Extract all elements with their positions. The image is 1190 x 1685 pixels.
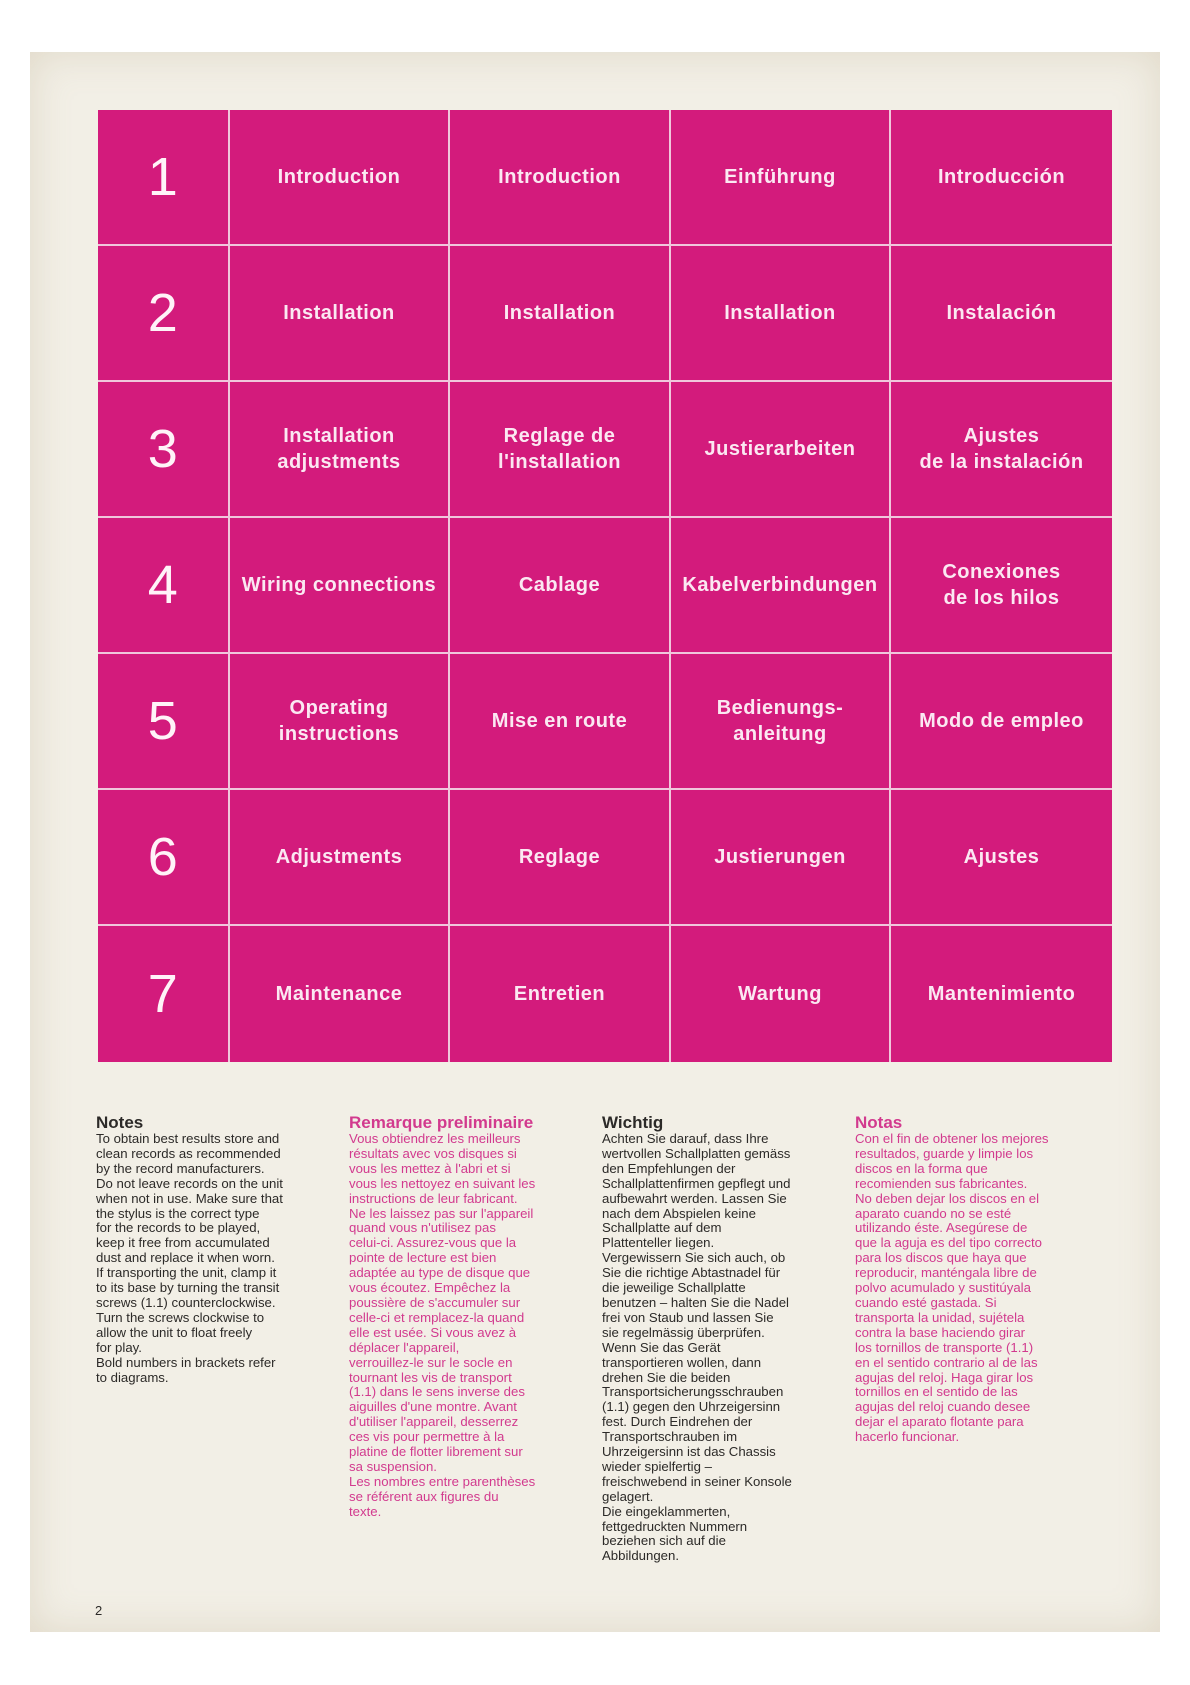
section-title-en: Wiring connections [230,518,450,654]
section-title-es: Ajustes de la instalación [891,382,1112,518]
section-title-de: Bedienungs- anleitung [671,654,891,790]
notes-french [349,1113,589,1520]
contents-grid [98,110,1112,1062]
notes-body: Achten Sie darauf, dass Ihre wertvollen Schallplatten gemäss den Empfehlungen der Schallplattenfirmen gepflegt und aufbewahrt werden. Lassen Sie nach dem Abspielen keine Schallplatte auf dem Plattenteller liegen. Vergewissern Sie sich auch, ob Sie die richtige Abtastnadel für die jeweilige Schallplatte benutzen – halten Sie die Nadel frei von Staub und lassen Sie sie regelmässig überprüfen. Wenn Sie das Gerät transportieren wollen, dann drehen Sie die beiden Transportsicherungsschrauben (1.1) gegen den Uhrzeigersinn fest. Durch Eindrehen der Transportschrauben im Uhrzeigersinn ist das Chassis wieder spielfertig – freischwebend in seiner Konsole gelagert. Die eingeklammerten, fettgedruckten Nummern beziehen sich auf die Abbildungen. [602,1131,792,1564]
page-number: 2 [95,1603,103,1618]
section-title-fr: Cablage [450,518,671,654]
notes-heading: Wichtig [602,1113,664,1132]
section-title-de: Einführung [671,110,891,246]
section-number: 7 [98,926,230,1062]
section-title-en: Adjustments [230,790,450,926]
section-number: 1 [98,110,230,246]
section-number: 6 [98,790,230,926]
notes-body: To obtain best results store and clean records as recommended by the record manufacturers. Do not leave records on the unit when not in use. Make sure that the stylus is the correct type for the records to be played, keep it free from accumulated dust and replace it when worn. If transporting the unit, clamp it to its base by turning the transit screws (1.1) counterclockwise. Turn the screws clockwise to allow the unit to float freely for play. Bold numbers in brackets refer to diagrams. [96,1131,283,1385]
section-title-fr: Entretien [450,926,671,1062]
section-title-en: Introduction [230,110,450,246]
section-title-es: Mantenimiento [927,983,1076,1005]
notes-english [96,1113,336,1385]
section-title-es: Modo de empleo [891,654,1112,790]
section-title-es: Ajustes [891,790,1112,926]
section-title-de: Kabelverbindungen [671,518,891,654]
section-title-fr: Reglage [450,790,671,926]
section-number: 4 [98,518,230,654]
notes-heading: Notas [855,1113,903,1132]
section-title-en: Maintenance [230,926,450,1062]
section-title-es: Instalación [891,246,1112,382]
notes-body: Con el fin de obtener los mejores resultados, guarde y limpie los discos en la forma que recomienden sus fabricantes. No deben dejar los discos en el aparato cuando no se esté utilizando éste. Asegúrese de que la aguja es del tipo correcto para los discos que haya que reproducir, manténgala libre de polvo acumulado y sustitúyala cuando esté gastada. Si transporta la unidad, sujétela contra la base haciendo girar los tornillos de transporte (1.1) en el sentido contrario al de las agujas del reloj. Haga girar los tornillos en el sentido de las agujas del reloj cuando desee dejar el aparato flotante para hacerlo funcionar. [855,1131,1049,1445]
section-title-de: Justierarbeiten [671,382,891,518]
section-title-fr: Reglage de l'installation [450,382,671,518]
notes-body: Vous obtiendrez les meilleurs résultats avec vos disques si vous les mettez à l'abri et si vous les nettoyez en suivant les instructions de leur fabricant. Ne les laissez pas sur l'appareil quand vous n'utilisez pas celui-ci. Assurez-vous que la pointe de lecture est bien adaptée au type de disque que vous écoutez. Empêchez la poussière de s'accumuler sur celle-ci et remplacez-la quand elle est usée. Si vous avez à déplacer l'appareil, verrouillez-le sur le socle en tournant les vis de transport (1.1) dans le sens inverse des aiguilles d'une montre. Avant d'utiliser l'appareil, desserrez ces vis pour permettre à la platine de flotter librement sur sa suspension. Les nombres entre parenthèses se référent aux figures du texte. [349,1131,536,1519]
section-title-es: Conexiones de los hilos [891,518,1112,654]
section-title-es: Introducción [891,110,1112,246]
section-title-fr: Introduction [450,110,671,246]
section-title-fr: Mise en route [450,654,671,790]
section-number: 2 [98,246,230,382]
section-title-de: Justierungen [671,790,891,926]
section-title-de: Wartung [671,926,891,1062]
section-title-en: Operating instructions [230,654,450,790]
notes-german [602,1113,842,1564]
section-number: 5 [98,654,230,790]
notes-heading: Notes [96,1113,144,1132]
notes-heading: Remarque preliminaire [349,1113,534,1132]
section-title-fr: Installation [450,246,671,382]
section-number: 3 [98,382,230,518]
section-title-en: Installation adjustments [230,382,450,518]
section-title-en: Installation [230,246,450,382]
section-title-de: Installation [671,246,891,382]
notes-spanish [855,1113,1095,1445]
